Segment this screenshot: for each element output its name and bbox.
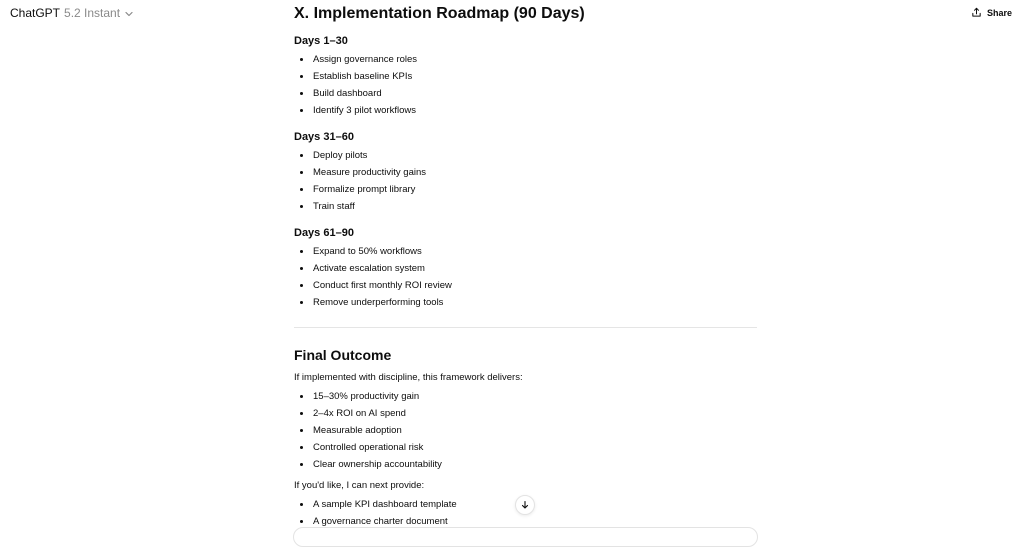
- list-item: Controlled operational risk: [294, 439, 442, 456]
- phase-list: [294, 51, 417, 119]
- model-name: ChatGPT: [10, 6, 61, 20]
- list-item: Measurable adoption: [294, 422, 442, 439]
- message-composer[interactable]: [293, 527, 758, 547]
- list-item: Expand to 50% workflows: [294, 243, 452, 260]
- list-item: Formalize prompt library: [294, 181, 426, 198]
- list-item: Train staff: [294, 198, 426, 215]
- scroll-to-bottom-button[interactable]: [515, 495, 535, 515]
- list-item: 15–30% productivity gain: [294, 388, 442, 405]
- list-item: Measure productivity gains: [294, 164, 426, 181]
- list-item: Activate escalation system: [294, 260, 452, 277]
- next-intro: If you'd like, I can next provide:: [294, 480, 425, 491]
- list-item: Build dashboard: [294, 85, 417, 102]
- list-item: Assign governance roles: [294, 51, 417, 68]
- share-icon: [971, 7, 982, 18]
- list-item: Remove underperforming tools: [294, 294, 452, 311]
- chevron-down-icon: [124, 9, 134, 19]
- next-list: [294, 496, 457, 530]
- phase-list: [294, 243, 452, 311]
- list-item: Establish baseline KPIs: [294, 68, 417, 85]
- share-button[interactable]: [967, 5, 1016, 20]
- phase-list: [294, 147, 426, 215]
- share-label: Share: [986, 7, 1012, 18]
- phase-heading: Days 31–60: [294, 131, 354, 143]
- section-title: X. Implementation Roadmap (90 Days): [294, 5, 585, 22]
- list-item: A sample KPI dashboard template: [294, 496, 457, 513]
- list-item: 2–4x ROI on AI spend: [294, 405, 442, 422]
- arrow-down-icon: [520, 500, 530, 510]
- outcome-title: Final Outcome: [294, 347, 392, 363]
- phase-heading: Days 1–30: [294, 35, 348, 47]
- phase-heading: Days 61–90: [294, 227, 354, 239]
- list-item: Identify 3 pilot workflows: [294, 102, 417, 119]
- outcome-intro: If implemented with discipline, this framework delivers:: [294, 372, 523, 383]
- model-version: 5.2 Instant: [64, 6, 121, 20]
- list-item: Deploy pilots: [294, 147, 426, 164]
- section-divider: [294, 327, 757, 328]
- model-selector[interactable]: [10, 6, 134, 20]
- list-item: Conduct first monthly ROI review: [294, 277, 452, 294]
- list-item: A governance charter document: [294, 513, 457, 530]
- list-item: Clear ownership accountability: [294, 456, 442, 473]
- outcome-list: [294, 388, 442, 473]
